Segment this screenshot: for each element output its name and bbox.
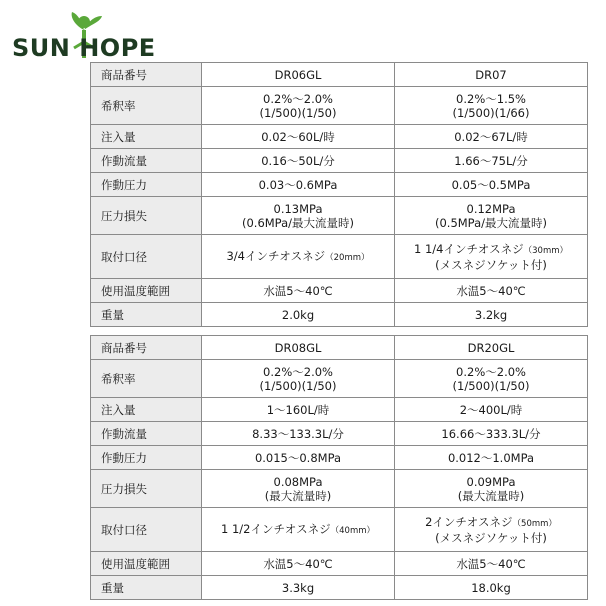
value-cell-b: [395, 63, 588, 87]
row-label: 作動圧力: [91, 446, 202, 470]
value-cell-a: [202, 87, 395, 125]
value-cell-b: [395, 576, 588, 600]
value-cell-a: [202, 149, 395, 173]
value-line: (0.6MPa/最大流量時): [241, 215, 355, 230]
value-cell-a: [202, 508, 395, 552]
row-label: 注入量: [91, 398, 202, 422]
value-cell-a: [202, 360, 395, 398]
value-cell-a: [202, 279, 395, 303]
spec-row: [91, 508, 588, 552]
value-cell-a: [202, 470, 395, 508]
row-label: 圧力損失: [91, 197, 202, 235]
value-cell-b: [395, 235, 588, 279]
value-line: [202, 522, 394, 538]
row-label: 作動流量: [91, 422, 202, 446]
value-cell-a: [202, 125, 395, 149]
value-cell-b: [395, 422, 588, 446]
spec-row: [91, 235, 588, 279]
value-line: (1/500)(1/50): [259, 378, 337, 393]
value-line: (1/500)(1/50): [259, 105, 337, 120]
thread-mm: （50mm）: [512, 518, 557, 529]
value-line: (1/500)(1/66): [452, 105, 530, 120]
value-cell-b: [395, 149, 588, 173]
value-cell-a: [202, 63, 395, 87]
value-cell-a: [202, 398, 395, 422]
value-cell-a: [202, 446, 395, 470]
row-label: 重量: [91, 303, 202, 327]
row-label: 作動流量: [91, 149, 202, 173]
spec-row: [91, 87, 588, 125]
value-line: 0.09MPa: [466, 474, 516, 489]
brand-logo: [12, 8, 182, 60]
value-line: 0.02〜60L/時: [261, 129, 335, 144]
row-label: 重量: [91, 576, 202, 600]
thread-size: 1 1/4インチオスネジ: [413, 241, 524, 256]
value-cell-a: [202, 235, 395, 279]
row-label: 商品番号: [91, 63, 202, 87]
spec-row: [91, 63, 588, 87]
row-label: 圧力損失: [91, 470, 202, 508]
spec-row: [91, 552, 588, 576]
value-cell-a: [202, 303, 395, 327]
value-line: 0.012〜1.0MPa: [447, 450, 535, 465]
value-line: 0.05〜0.5MPa: [451, 177, 531, 192]
value-line: 0.02〜67L/時: [454, 129, 528, 144]
value-line: 水温5〜40℃: [456, 556, 526, 571]
value-cell-b: [395, 360, 588, 398]
value-line: 0.2%〜2.0%: [263, 364, 333, 379]
row-label: 注入量: [91, 125, 202, 149]
row-label: 取付口径: [91, 508, 202, 552]
thread-size: 1 1/2インチオスネジ: [220, 521, 331, 536]
value-cell-b: [395, 173, 588, 197]
spec-row: [91, 279, 588, 303]
value-line: [395, 242, 587, 258]
value-cell-a: [202, 336, 395, 360]
value-line: (最大流量時): [457, 488, 525, 503]
value-line: (1/500)(1/50): [452, 378, 530, 393]
value-line: [202, 249, 394, 265]
value-line: 1.66〜75L/分: [454, 153, 528, 168]
thread-mm: （20mm）: [325, 252, 370, 263]
value-cell-b: [395, 125, 588, 149]
value-line: 水温5〜40℃: [263, 283, 333, 298]
value-line: [395, 515, 587, 531]
spec-table-2: [90, 335, 588, 600]
value-line: 0.12MPa: [466, 201, 516, 216]
value-cell-b: [395, 446, 588, 470]
value-cell-a: [202, 552, 395, 576]
value-line: (メスネジソケット付): [435, 530, 547, 545]
value-cell-b: [395, 303, 588, 327]
spec-row: [91, 576, 588, 600]
value-cell-b: [395, 398, 588, 422]
row-label: 希釈率: [91, 87, 202, 125]
value-line: 0.03〜0.6MPa: [258, 177, 338, 192]
row-label: 使用温度範囲: [91, 552, 202, 576]
value-cell-a: [202, 197, 395, 235]
value-line: 0.08MPa: [273, 474, 323, 489]
value-line: (最大流量時): [264, 488, 332, 503]
value-cell-b: [395, 87, 588, 125]
value-line: 0.2%〜2.0%: [456, 364, 526, 379]
row-label: 取付口径: [91, 235, 202, 279]
value-line: DR06GL: [274, 67, 322, 82]
value-line: DR08GL: [274, 340, 322, 355]
value-line: 0.2%〜1.5%: [456, 91, 526, 106]
value-cell-b: [395, 279, 588, 303]
thread-size: 2インチオスネジ: [425, 514, 513, 529]
value-line: 0.015〜0.8MPa: [254, 450, 342, 465]
value-line: DR07: [475, 67, 507, 82]
thread-mm: （30mm）: [523, 245, 569, 256]
value-cell-b: [395, 197, 588, 235]
value-cell-a: [202, 173, 395, 197]
value-cell-b: [395, 470, 588, 508]
spec-row: [91, 336, 588, 360]
value-line: 水温5〜40℃: [456, 283, 526, 298]
row-label: 希釈率: [91, 360, 202, 398]
row-label: 商品番号: [91, 336, 202, 360]
spec-table-1: [90, 62, 588, 327]
brand-name: SUN HOPE: [12, 34, 156, 62]
value-cell-a: [202, 422, 395, 446]
spec-row: [91, 173, 588, 197]
thread-size: 3/4インチオスネジ: [226, 248, 326, 263]
value-line: 0.13MPa: [273, 201, 323, 216]
value-line: 2.0kg: [281, 307, 315, 322]
value-line: (メスネジソケット付): [435, 257, 547, 272]
spec-row: [91, 360, 588, 398]
spec-row: [91, 422, 588, 446]
spec-row: [91, 125, 588, 149]
spec-row: [91, 446, 588, 470]
spec-row: [91, 470, 588, 508]
value-cell-b: [395, 552, 588, 576]
row-label: 作動圧力: [91, 173, 202, 197]
value-line: DR20GL: [467, 340, 515, 355]
value-line: 水温5〜40℃: [263, 556, 333, 571]
value-line: 3.2kg: [474, 307, 508, 322]
spec-row: [91, 149, 588, 173]
value-cell-a: [202, 576, 395, 600]
thread-mm: （40mm）: [330, 525, 376, 536]
value-line: 3.3kg: [281, 580, 315, 595]
value-line: (0.5MPa/最大流量時): [434, 215, 548, 230]
value-line: 1〜160L/時: [266, 402, 330, 417]
spec-row: [91, 303, 588, 327]
value-line: 16.66〜333.3L/分: [441, 426, 541, 441]
value-cell-b: [395, 508, 588, 552]
row-label: 使用温度範囲: [91, 279, 202, 303]
value-line: 0.16〜50L/分: [261, 153, 335, 168]
spec-row: [91, 197, 588, 235]
spec-row: [91, 398, 588, 422]
value-line: 2〜400L/時: [459, 402, 523, 417]
value-line: 8.33〜133.3L/分: [252, 426, 344, 441]
value-cell-b: [395, 336, 588, 360]
value-line: 0.2%〜2.0%: [263, 91, 333, 106]
value-line: 18.0kg: [471, 580, 511, 595]
